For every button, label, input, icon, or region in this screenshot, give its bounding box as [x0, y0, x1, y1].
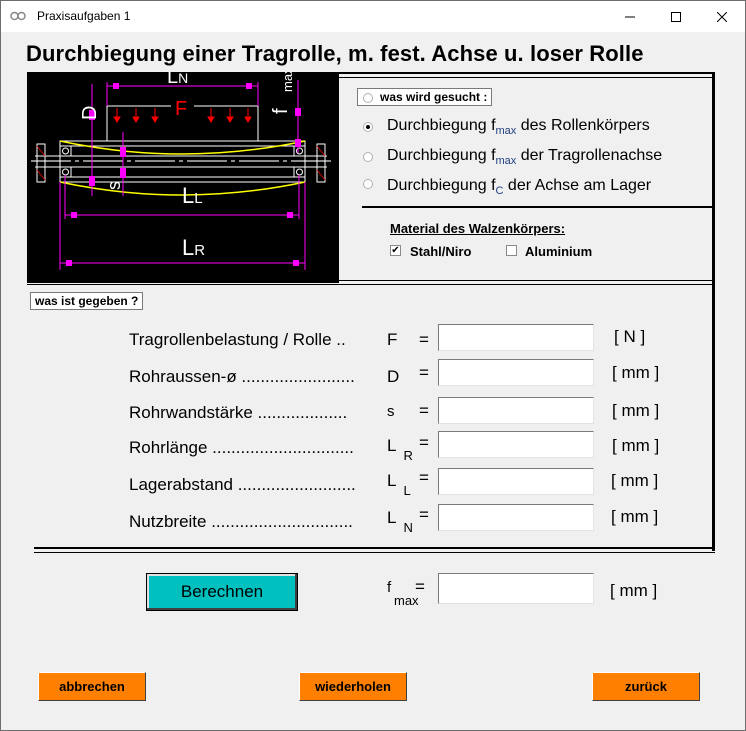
- field-unit: [ mm ]: [612, 363, 660, 382]
- field-equals: =: [419, 505, 429, 524]
- field-unit: [ N ]: [614, 327, 646, 346]
- field-symbol: D: [387, 367, 400, 386]
- frame-line: [362, 206, 714, 208]
- calculate-button[interactable]: Berechnen: [146, 573, 298, 611]
- field-symbol: $L_L$: [387, 471, 411, 498]
- field-label: Nutzbreite ..............................: [129, 512, 353, 531]
- frame-line: [339, 77, 714, 78]
- svg-text:LL: LL: [182, 183, 203, 208]
- field-equals: =: [419, 468, 429, 487]
- option-fmax-roller-body[interactable]: Durchbiegung $f_{max}$ des Rollenkörpers: [387, 117, 650, 137]
- diameter-input[interactable]: [438, 359, 594, 386]
- checkbox-aluminium[interactable]: [506, 245, 517, 256]
- result-unit: [ mm ]: [610, 581, 658, 600]
- material-label: Material des Walzenkörpers:: [390, 221, 566, 236]
- app-icon: [10, 10, 26, 22]
- radio-fc-axle-bearing[interactable]: [363, 179, 373, 189]
- title-bar: [1, 1, 745, 32]
- frame-line: [339, 280, 714, 281]
- field-equals: =: [419, 433, 429, 452]
- back-button[interactable]: zurück: [592, 672, 700, 701]
- frame-line: [34, 552, 715, 553]
- field-unit: [ mm ]: [611, 507, 659, 526]
- result-equals: =: [415, 577, 425, 596]
- search-group-radio[interactable]: [363, 93, 373, 103]
- given-group-label: was ist gegeben ?: [30, 292, 143, 310]
- svg-text:max: max: [280, 72, 295, 92]
- close-button[interactable]: [699, 1, 745, 32]
- svg-text:LN: LN: [167, 72, 189, 88]
- frame-line: [712, 72, 715, 551]
- minimize-button[interactable]: [607, 1, 653, 32]
- option-fc-axle-bearing[interactable]: Durchbiegung $f_C$ der Achse am Lager: [387, 177, 652, 197]
- useful-width-input[interactable]: [438, 504, 594, 531]
- frame-line: [339, 72, 714, 74]
- radio-fmax-roller-body[interactable]: [363, 122, 373, 132]
- svg-text:D: D: [79, 105, 101, 120]
- field-unit: [ mm ]: [612, 436, 660, 455]
- field-unit: [ mm ]: [611, 471, 659, 490]
- maximize-icon: [671, 12, 681, 22]
- tube-length-input[interactable]: [438, 431, 594, 458]
- field-label: Lagerabstand .........................: [129, 475, 356, 494]
- close-icon: [717, 12, 727, 22]
- field-label: Rohrlänge ..............................: [129, 438, 354, 457]
- repeat-button[interactable]: wiederholen: [299, 672, 407, 701]
- minimize-icon: [625, 12, 635, 22]
- result-symbol-sub: max: [394, 593, 419, 608]
- wall-thickness-input[interactable]: [438, 397, 594, 424]
- page-title: Durchbiegung einer Tragrolle, m. fest. Achse u. loser Rolle: [26, 41, 644, 66]
- cancel-button[interactable]: abbrechen: [38, 672, 146, 701]
- radio-fmax-axle[interactable]: [363, 152, 373, 162]
- roller-diagram: [27, 72, 339, 283]
- field-equals: =: [419, 330, 429, 349]
- result-symbol: f: [387, 579, 392, 596]
- svg-text:LR: LR: [182, 235, 206, 260]
- bearing-distance-input[interactable]: [438, 468, 594, 495]
- window-title: Praxisaufgaben 1: [37, 9, 131, 23]
- svg-text:s: s: [104, 181, 124, 190]
- checkbox-steel-label[interactable]: Stahl/Niro: [410, 244, 472, 259]
- field-label: Rohrwandstärke ...................: [129, 403, 348, 422]
- roller-deflection-drawing: [27, 72, 339, 283]
- svg-text:F: F: [175, 98, 188, 120]
- maximize-button[interactable]: [653, 1, 699, 32]
- field-symbol: $L_R$: [387, 436, 413, 463]
- field-symbol: F: [387, 330, 398, 349]
- field-equals: =: [419, 363, 429, 382]
- load-input[interactable]: [438, 324, 594, 351]
- checkbox-steel[interactable]: ✔: [391, 245, 400, 256]
- field-symbol: $L_N$: [387, 508, 413, 535]
- svg-text:f: f: [270, 108, 292, 114]
- frame-line: [27, 284, 714, 285]
- field-label: Rohraussen-ø ........................: [129, 367, 355, 386]
- field-unit: [ mm ]: [612, 401, 660, 420]
- result-output[interactable]: [438, 573, 594, 604]
- option-fmax-axle[interactable]: Durchbiegung $f_{max}$ der Tragrollenachse: [387, 147, 663, 167]
- frame-line: [34, 547, 714, 549]
- field-equals: =: [419, 401, 429, 420]
- field-label: Tragrollenbelastung / Rolle ..: [129, 330, 346, 349]
- search-group-label: was wird gesucht :: [357, 88, 492, 106]
- field-symbol: s: [387, 403, 395, 420]
- checkbox-aluminium-label[interactable]: Aluminium: [525, 244, 593, 259]
